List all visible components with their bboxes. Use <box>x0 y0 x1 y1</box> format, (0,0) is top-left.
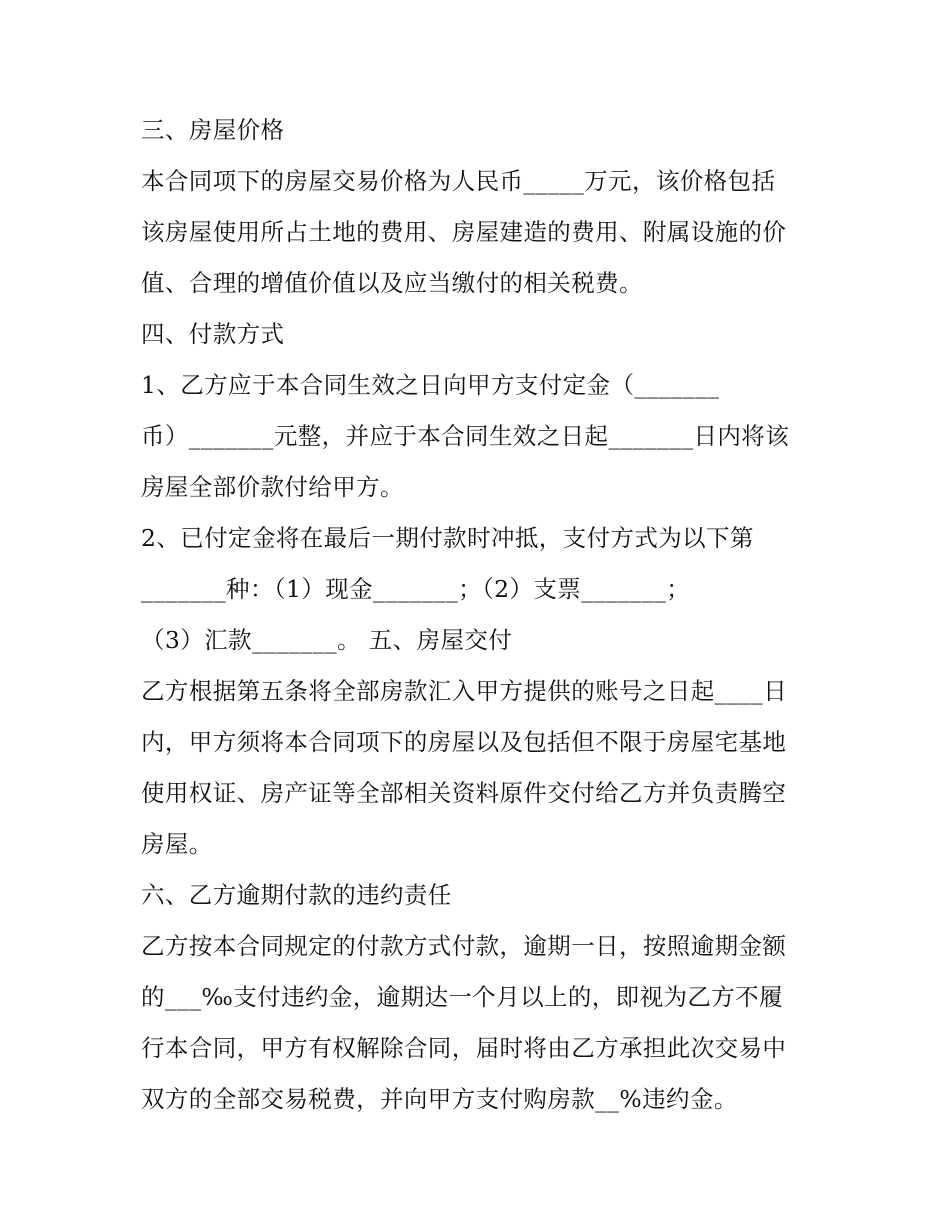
section-heading-breach: 六、乙方逾期付款的违约责任 <box>141 881 452 909</box>
paragraph-line: 本合同项下的房屋交易价格为人民币_____万元，该价格包括 <box>141 167 776 195</box>
paragraph-line: 内，甲方须将本合同项下的房屋以及包括但不限于房屋宅基地 <box>141 728 787 756</box>
paragraph-line: 的___‰支付违约金，逾期达一个月以上的，即视为乙方不履 <box>141 983 783 1011</box>
paragraph-line: 该房屋使用所占土地的费用、房屋建造的费用、附属设施的价 <box>141 218 787 246</box>
paragraph-line: 使用权证、房产证等全部相关资料原件交付给乙方并负责腾空 <box>141 779 787 807</box>
paragraph-line: （3）汇款_______。 五、房屋交付 <box>141 626 513 654</box>
paragraph-line: 房屋。 <box>141 830 213 858</box>
paragraph-line: 双方的全部交易税费，并向甲方支付购房款__%违约金。 <box>141 1085 738 1113</box>
paragraph-line: 1、乙方应于本合同生效之日向甲方支付定金（_______ <box>141 371 720 399</box>
paragraph-line: 房屋全部价款付给甲方。 <box>141 473 404 501</box>
paragraph-line: _______种：（1）现金_______；（2）支票_______； <box>141 575 691 603</box>
paragraph-line: 乙方按本合同规定的付款方式付款，逾期一日，按照逾期金额 <box>141 932 787 960</box>
document-body <box>141 105 816 1125</box>
paragraph-line: 乙方根据第五条将全部房款汇入甲方提供的账号之日起____日 <box>141 677 788 705</box>
paragraph-line: 2、已付定金将在最后一期付款时冲抵，支付方式为以下第 <box>141 524 754 552</box>
paragraph-line: 币）_______元整，并应于本合同生效之日起_______日内将该 <box>141 422 790 450</box>
section-heading-price: 三、房屋价格 <box>141 116 285 144</box>
section-heading-payment: 四、付款方式 <box>141 320 285 348</box>
paragraph-line: 行本合同，甲方有权解除合同，届时将由乙方承担此次交易中 <box>141 1034 787 1062</box>
paragraph-line: 值、合理的增值价值以及应当缴付的相关税费。 <box>141 269 643 297</box>
